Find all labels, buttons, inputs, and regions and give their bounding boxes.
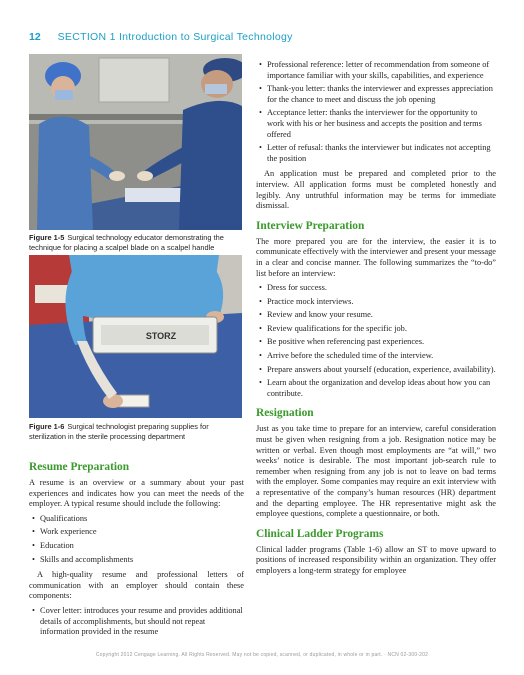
resume-heading: Resume Preparation bbox=[29, 461, 130, 473]
figure-1-6-text: Surgical technologist preparing supplies for sterilization in the sterile processing department bbox=[29, 422, 209, 441]
left-column bbox=[29, 460, 244, 643]
list-item: • Professional reference: letter of recommendation from someone of importance familiar with your skills, capabilities, and experience bbox=[256, 60, 496, 81]
resume-intro: A resume is an overview or a summary about your past experiences and indicates how you can meet the needs of the employer. A typical resume should include the following: bbox=[29, 478, 244, 509]
figure-1-5-caption bbox=[29, 233, 244, 253]
list-item: • Letter of refusal: thanks the interviewer but indicates not accepting the position bbox=[256, 143, 496, 164]
application-note: An application must be prepared and completed prior to the interview. All application forms must be completed honestly and legibly. Any untruthful information may be terms for immediate dismissal. bbox=[256, 169, 496, 211]
letters-list bbox=[29, 606, 244, 638]
list-item: • Prepare answers about yourself (education, experience, availability). bbox=[256, 365, 496, 376]
list-item: • Practice mock interviews. bbox=[256, 297, 496, 308]
figure-1-5-label: Figure 1-5 bbox=[29, 233, 65, 242]
figure-1-6-photo bbox=[29, 255, 242, 418]
list-item: • Be positive when referencing past experiences. bbox=[256, 337, 496, 348]
interview-intro: The more prepared you are for the interview, the easier it is to communicate effectively with the interviewer and present your message in a clear and concise manner. The following summarizes the “to-do” list before an interview: bbox=[256, 236, 496, 278]
interview-list bbox=[256, 283, 496, 399]
interview-heading: Interview Preparation bbox=[256, 219, 365, 232]
list-item: • Arrive before the scheduled time of the interview. bbox=[256, 351, 496, 362]
tray-brand-label: STORZ bbox=[145, 331, 177, 341]
list-item: • Skills and accomplishments bbox=[29, 555, 244, 566]
list-item: • Review and know your resume. bbox=[256, 310, 496, 321]
letters-list-continued bbox=[256, 60, 496, 164]
clinical-ladder-body: Clinical ladder programs (Table 1-6) allow an ST to move upward to positions of increased responsibility within an organization. They offer employers a long-term strategy for employee bbox=[256, 544, 496, 575]
figure-1-6-caption bbox=[29, 422, 244, 442]
list-item: • Acceptance letter: thanks the interviewer for the opportunity to work with his or her business and accepts the position and terms offered bbox=[256, 108, 496, 140]
page-number: 12 bbox=[29, 31, 41, 43]
list-item: • Education bbox=[29, 541, 244, 552]
section-title: SECTION 1 Introduction to Surgical Technology bbox=[57, 31, 293, 43]
list-item: • Thank-you letter: thanks the interviewer and expresses appreciation for the chance to meet and discuss the job opening bbox=[256, 84, 496, 105]
list-item: • Work experience bbox=[29, 527, 244, 538]
figure-1-5-text: Surgical technology educator demonstrating the technique for placing a scalpel blade on a scalpel handle bbox=[29, 233, 224, 252]
list-item: • Cover letter: introduces your resume and provides additional details of accomplishments, but should not repeat information provided in the resume bbox=[29, 606, 244, 638]
list-item: • Qualifications bbox=[29, 514, 244, 525]
list-item: • Review qualifications for the specific job. bbox=[256, 324, 496, 335]
right-column bbox=[256, 58, 496, 581]
letters-intro: A high-quality resume and professional letters of communication with an employer should contain these components: bbox=[29, 570, 244, 601]
resignation-body: Just as you take time to prepare for an interview, careful consideration must be given when resigning from a job. Resignation notice may be written or verbal. Even though most employments are “at will,” two weeks’ notice is desirable. The most important job-search rule to remember when resigning from any job is not to leave on bad terms with the employer. Some companies may require an exit interview with a representative of the company’s human resources (HR) department and the departing employee. The HR representative might ask the employee questions, complete a questionnaire, or both. bbox=[256, 424, 496, 519]
copyright-footer: Copyright 2012 Cengage Learning. All Rights Reserved. May not be copied, scanned, or duplicated, in whole or in part. · NCN 02-300-202 bbox=[95, 652, 429, 658]
figure-1-5-photo bbox=[29, 54, 242, 230]
list-item: • Dress for success. bbox=[256, 283, 496, 294]
running-header bbox=[29, 31, 293, 45]
resignation-heading: Resignation bbox=[256, 407, 314, 420]
list-item: • Learn about the organization and develop ideas about how you can contribute. bbox=[256, 378, 496, 399]
figure-1-6-label: Figure 1-6 bbox=[29, 422, 65, 431]
resume-items-list bbox=[29, 514, 244, 565]
clinical-ladder-heading: Clinical Ladder Programs bbox=[256, 527, 384, 540]
